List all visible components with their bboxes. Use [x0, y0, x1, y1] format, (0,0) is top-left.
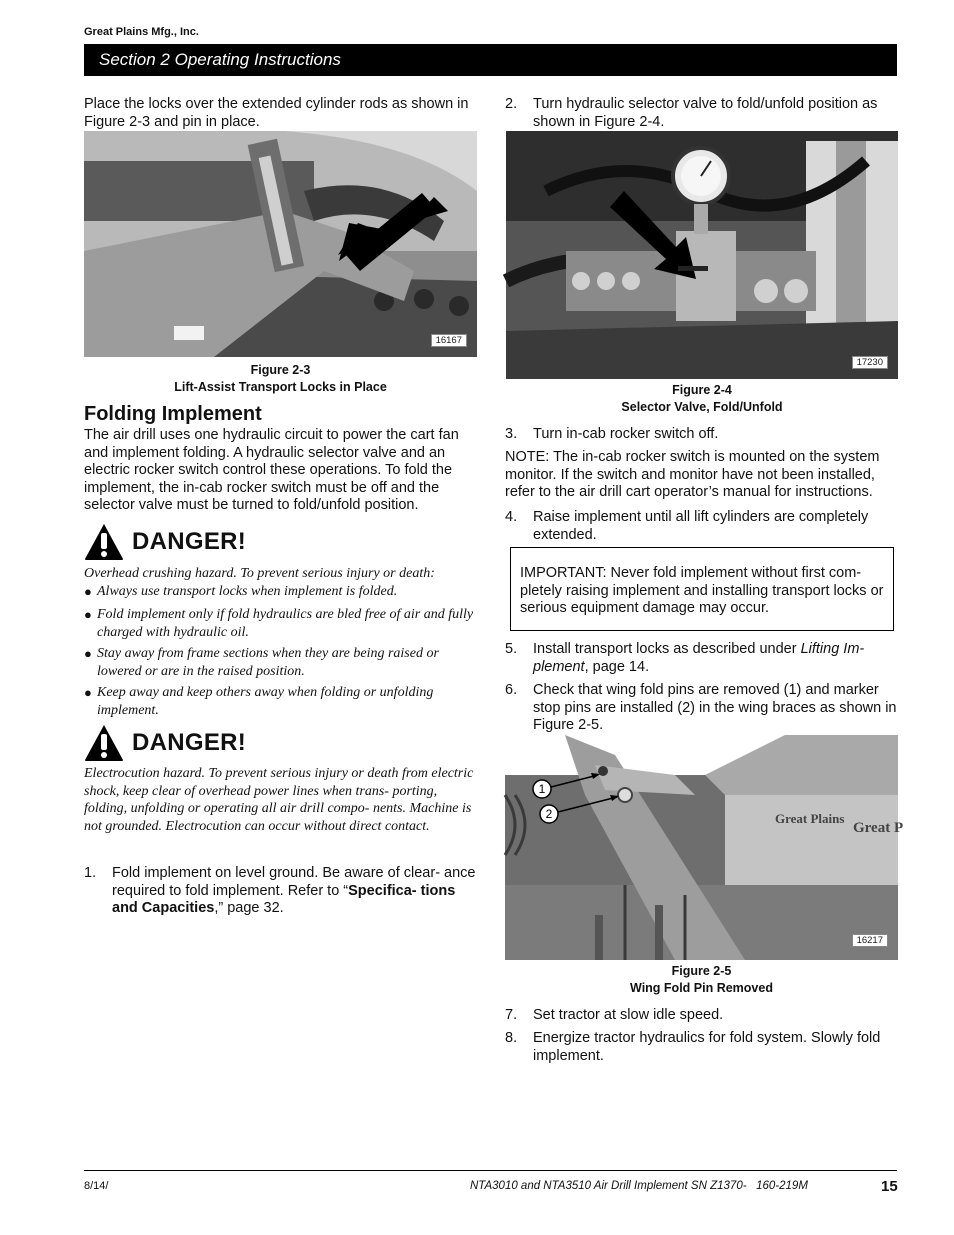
step-8: 8. Energize tractor hydraulics for fold system. Slowly fold implement.	[505, 1030, 881, 1064]
step-3: 3. Turn in-cab rocker switch off.	[505, 426, 719, 442]
important-box	[510, 547, 894, 631]
figure-2-5-photo	[505, 735, 904, 960]
step-1: 1. Fold implement on level ground. Be aware of clear- ance required to fold implement. Refer to “Specifica- tions and Capacities,” page 32.	[84, 865, 476, 916]
figure-2-3-photo	[84, 131, 477, 357]
danger-1-title: DANGER!	[132, 528, 247, 555]
footer-document-title: NTA3010 and NTA3510 Air Drill Implement SN Z1370- 160-219M	[470, 1180, 808, 1192]
figure-2-4-caption	[506, 382, 898, 416]
callout-1: 1	[538, 782, 546, 796]
danger-1-bullet: ● Fold implement only if fold hydraulics are bled free of air and fully charged with hydraulic oil.	[84, 607, 474, 640]
figure-2-5-number: Figure 2-5	[671, 964, 732, 978]
danger-1-header	[84, 523, 246, 561]
important-text: IMPORTANT: Never fold implement without first com- pletely raising implement and installing transport locks or serious equipment damage may occur.	[520, 565, 884, 616]
brand-decal: Great Plains	[775, 811, 845, 826]
callout-2: 2	[545, 807, 553, 821]
danger-2-header	[84, 724, 246, 762]
danger-2-text: Electrocution hazard. To prevent serious injury or death from electric shock, keep clear of overhead power lines when trans- porting, folding, unfolding or operating all air drill compo- nents. Machine is not grounded. Electrocution can occur without direct contact.	[84, 766, 474, 834]
page-number: 15	[881, 1178, 898, 1195]
figure-2-4-number: Figure 2-4	[672, 383, 732, 397]
figure-2-3-photo-id: 16167	[431, 334, 467, 347]
step-6: 6. Check that wing fold pins are removed (1) and marker stop pins are installed (2) in the wing braces as shown in Figure 2-5.	[505, 682, 897, 733]
figure-2-3-caption	[84, 362, 477, 396]
note-paragraph: NOTE: The in-cab rocker switch is mounted on the system monitor. If the switch and monitor have not been installed, refer to the air drill cart operator’s manual for instructions.	[505, 449, 880, 500]
figure-2-4-photo	[506, 131, 898, 379]
figure-2-5-photo-id: 16217	[852, 934, 888, 947]
figure-2-4-title: Selector Valve, Fold/Unfold	[621, 400, 783, 414]
step-2: 2. Turn hydraulic selector valve to fold/unfold position as shown in Figure 2-4.	[505, 96, 878, 130]
step-5: 5. Install transport locks as described under Lifting Im- plement, page 14.	[505, 641, 865, 675]
figure-2-4-photo-id: 17230	[852, 356, 888, 369]
danger-1-bullet: ● Keep away and keep others away when folding or unfolding implement.	[84, 685, 434, 718]
footer-date: 8/14/	[84, 1180, 109, 1192]
section-header-bar	[84, 44, 897, 76]
step-7: 7. Set tractor at slow idle speed.	[505, 1007, 724, 1023]
danger-1-bullet: ● Stay away from frame sections when they are being raised or lowered or are in the raised position.	[84, 646, 439, 679]
figure-2-3-title: Lift-Assist Transport Locks in Place	[174, 380, 387, 394]
figure-2-5-caption	[505, 963, 898, 997]
brand-decal-2: Great P	[853, 820, 904, 836]
danger-1-bullet: ● Always use transport locks when implement is folded.	[84, 584, 398, 599]
folding-implement-paragraph: The air drill uses one hydraulic circuit to power the cart fan and implement folding. A hydraulic selector valve and an electric rocker switch control these operations. To fold the implement, the in-cab rocker switch must be off and the selector valve must be turned to fold/unfold position.	[84, 427, 459, 513]
company-name: Great Plains Mfg., Inc.	[84, 26, 199, 38]
intro-paragraph: Place the locks over the extended cylinder rods as shown in Figure 2-3 and pin in place.	[84, 96, 469, 130]
warning-triangle-icon	[84, 523, 124, 561]
section-title: Section 2 Operating Instructions	[99, 50, 341, 69]
footer-rule	[84, 1170, 897, 1171]
warning-triangle-icon	[84, 724, 124, 762]
figure-2-3-number: Figure 2-3	[250, 363, 311, 377]
figure-2-5-title: Wing Fold Pin Removed	[630, 981, 773, 995]
folding-implement-heading: Folding Implement	[84, 403, 262, 425]
danger-2-title: DANGER!	[132, 729, 247, 756]
step-4: 4. Raise implement until all lift cylinders are completely extended.	[505, 509, 869, 543]
danger-1-lead: Overhead crushing hazard. To prevent serious injury or death:	[84, 566, 435, 581]
